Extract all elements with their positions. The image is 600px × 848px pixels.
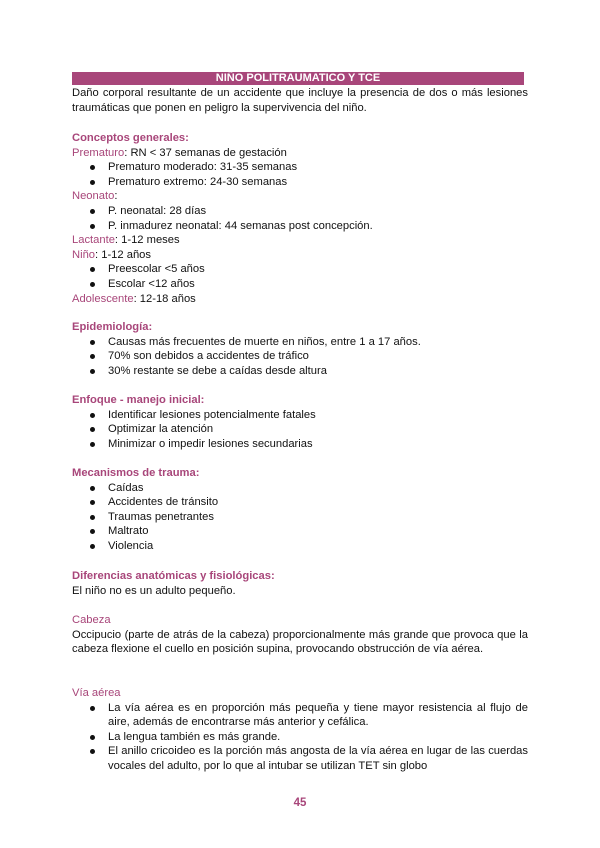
list-item: Causas más frecuentes de muerte en niños, entre 1 a 17 años. [108,335,528,350]
lactante-line [72,233,528,248]
cabeza-section [72,613,528,657]
neonato-line [72,189,528,204]
epidemiologia-section [72,320,528,378]
list-item: Identificar lesiones potencialmente fatales [108,408,528,423]
nino-list [72,262,528,291]
intro-paragraph: Daño corporal resultante de un accidente que incluye la presencia de dos o más lesiones traumáticas que ponen en peligro la supervivencia del niño. [72,87,528,114]
prematuro-line [72,146,528,161]
lactante-text: : 1-12 meses [114,234,180,247]
page-number: 45 [293,797,307,809]
conceptos-section [72,131,528,306]
list-item: Minimizar o impedir lesiones secundarias [108,437,528,452]
list-item: Accidentes de tránsito [108,495,528,510]
diferencias-section [72,569,528,598]
neonato-text: : [114,190,118,203]
via-aerea-section [72,686,528,774]
list-item: El anillo cricoideo es la porción más angosta de la vía aérea en lugar de las cuerdas vocales del adulto, por lo que al intubar se utilizan TET sin globo [108,745,528,772]
list-item: Preescolar <5 años [108,262,528,277]
adolescente-term: Adolescente [72,292,134,305]
list-item: La lengua también es más grande. [108,730,528,745]
list-item: Violencia [108,539,528,554]
prematuro-list [72,160,528,189]
list-item: 70% son debidos a accidentes de tráfico [108,349,528,364]
neonato-list [72,204,528,233]
cabeza-term: Cabeza [72,614,111,626]
list-item: Escolar <12 años [108,277,528,292]
list-item: Maltrato [108,524,528,539]
enfoque-heading: Enfoque - manejo inicial: [72,394,205,406]
lactante-term: Lactante [72,234,115,247]
enfoque-section [72,393,528,451]
nino-term: Niño [72,248,96,261]
mecanismos-heading: Mecanismos de trauma: [72,467,200,479]
neonato-term: Neonato [72,190,115,203]
epidemiologia-list [72,335,528,379]
list-item: P. neonatal: 28 días [108,204,528,219]
prematuro-term: Prematuro [72,146,125,159]
via-aerea-list [72,701,528,774]
diferencias-heading: Diferencias anatómicas y fisiológicas: [72,570,275,582]
enfoque-list [72,408,528,452]
mecanismos-list [72,481,528,554]
conceptos-heading: Conceptos generales: [72,132,189,144]
via-aerea-term: Vía aérea [72,687,121,699]
list-item: Optimizar la atención [108,422,528,437]
mecanismos-section [72,466,528,554]
list-item: Prematuro extremo: 24-30 semanas [108,175,528,190]
list-item: La vía aérea es en proporción más pequeña y tiene mayor resistencia al flujo de aire, además de encontrarse más anterior y cefálica. [108,701,528,729]
page-title: NIÑO POLITRAUMATICO Y TCE [72,72,524,85]
list-item: Traumas penetrantes [108,510,528,525]
list-item: Caídas [108,481,528,496]
list-item: 30% restante se debe a caídas desde altura [108,364,528,379]
prematuro-text: : RN < 37 semanas de gestación [124,146,287,159]
list-item: Prematuro moderado: 31-35 semanas [108,160,528,175]
nino-line [72,248,528,263]
diferencias-text: El niño no es un adulto pequeño. [72,584,236,597]
list-item: P. inmadurez neonatal: 44 semanas post concepción. [108,219,528,234]
adolescente-text: : 12-18 años [133,292,196,305]
nino-text: : 1-12 años [95,248,151,261]
cabeza-text: Occipucio (parte de atrás de la cabeza) proporcionalmente más grande que provoca que la cabeza flexione el cuello en posición supina, provocando obstrucción de vía aérea. [72,628,528,656]
adolescente-line [72,292,528,307]
epidemiologia-heading: Epidemiología: [72,321,153,333]
